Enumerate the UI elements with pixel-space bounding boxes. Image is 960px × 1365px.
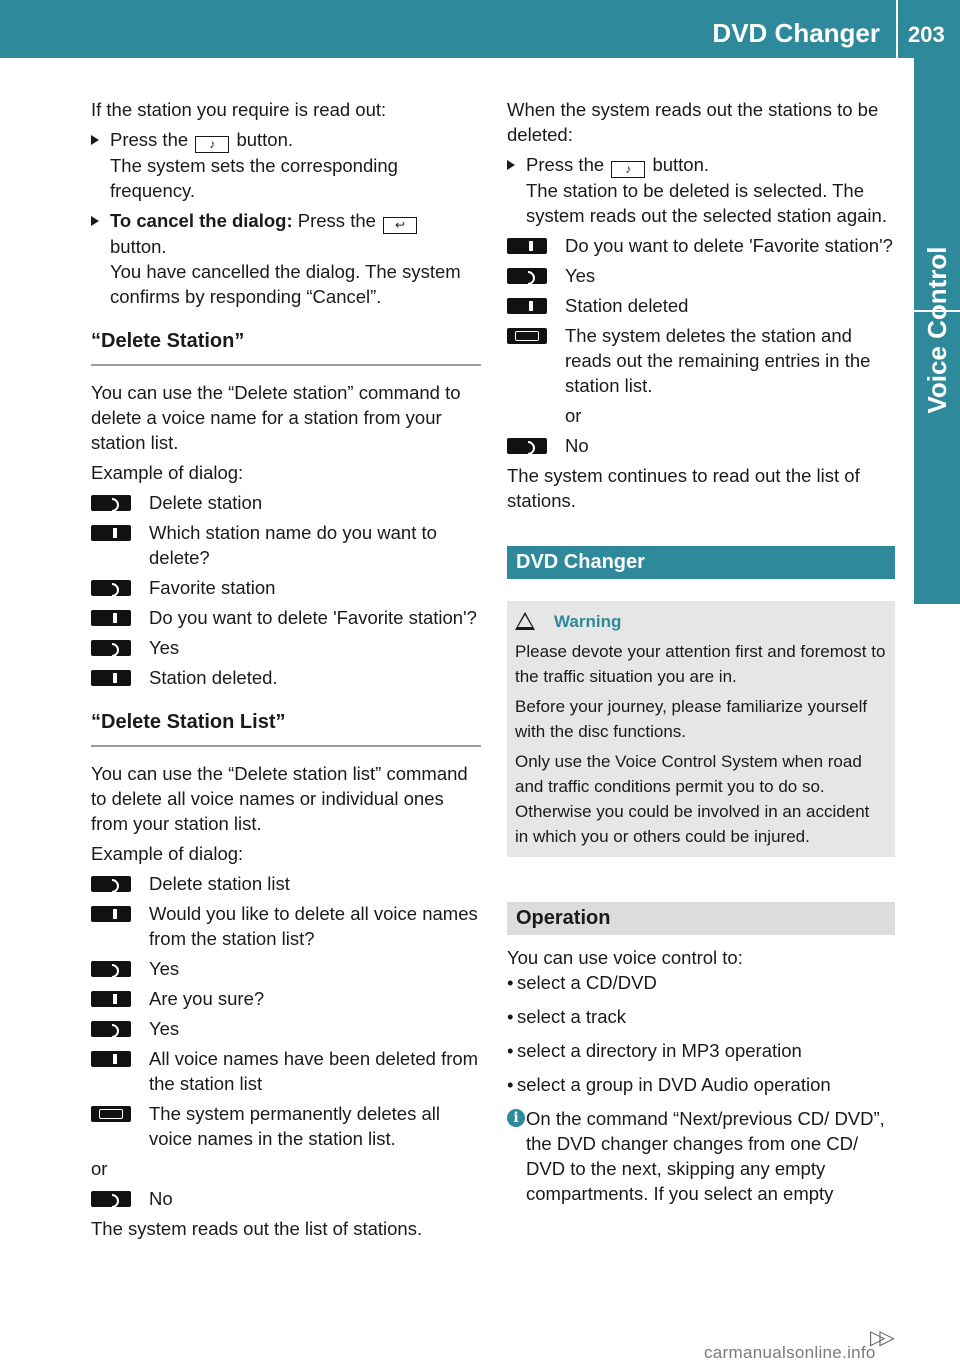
warning-text: Only use the Voice Control System when road and traffic conditions permit you to do so. Otherwise you could be involved in an accident in which you or others could be injured. [515, 752, 870, 846]
system-speaks-icon [507, 298, 547, 314]
example-label: Example of dialog: [91, 462, 244, 483]
dialog-line: Yes [507, 263, 895, 288]
dialog-line: Which station name do you want to delete? [91, 520, 481, 570]
dialog-line: Would you like to delete all voice names from the station list? [91, 901, 481, 951]
step-arrow-icon [91, 216, 99, 226]
dialog-line: No [91, 1186, 481, 1211]
right-column [507, 97, 895, 1206]
instruction-step: Press the ♪ button. The station to be deleted is selected. The system reads out the selected station again. [507, 152, 895, 228]
warning-text: Before your journey, please familiarize yourself with the disc functions. [515, 697, 868, 741]
system-speaks-icon [91, 906, 131, 922]
step-result: You have cancelled the dialog. The system confirms by responding “Cancel”. [110, 261, 461, 307]
step-result: The system sets the corresponding frequency. [110, 155, 398, 201]
system-action-icon [507, 328, 547, 344]
closing-text: The system reads out the list of stations. [91, 1218, 423, 1239]
back-button-icon: ↩ [383, 217, 417, 234]
system-speaks-icon [507, 238, 547, 254]
user-speaks-icon [91, 876, 131, 892]
dialog-line: No [507, 433, 895, 458]
dialog-line: Yes [91, 1016, 481, 1041]
dialog-line: The system permanently deletes all voice names in the station list. [91, 1101, 481, 1151]
watermark: carmanualsonline.info [704, 1343, 876, 1362]
step-arrow-icon [91, 135, 99, 145]
closing-text: The system continues to read out the list of stations. [507, 465, 860, 511]
user-speaks-icon [91, 640, 131, 656]
list-item: • select a CD/DVD [507, 970, 895, 995]
list-item: • select a group in DVD Audio operation [507, 1072, 895, 1097]
or-text: or [565, 405, 582, 426]
user-speaks-icon [507, 268, 547, 284]
user-speaks-icon [91, 1191, 131, 1207]
dialog-line [507, 403, 895, 428]
section-heading: “Delete Station” [91, 329, 481, 366]
info-note: i On the command “Next/previous CD/ DVD”, the DVD changer changes from one CD/ DVD to the next, skipping any empty compartments. If you select an empty [507, 1106, 895, 1206]
instruction-step: To cancel the dialog: Press the ↩ button. You have cancelled the dialog. The system confirms by responding “Cancel”. [91, 208, 481, 309]
dialog-line: Yes [91, 635, 481, 660]
user-speaks-icon [91, 961, 131, 977]
list-item: • select a directory in MP3 operation [507, 1038, 895, 1063]
header-divider [896, 0, 898, 58]
dialog-line: All voice names have been deleted from the station list [91, 1046, 481, 1096]
body-text: You can use the “Delete station list” command to delete all voice names or individual ones from your station list. [91, 763, 468, 834]
intro-text: If the station you require is read out: [91, 99, 387, 120]
system-speaks-icon [91, 525, 131, 541]
talk-button-icon: ♪ [195, 136, 229, 153]
list-item: • select a track [507, 1004, 895, 1029]
dialog-line: Station deleted. [91, 665, 481, 690]
step-result: The station to be deleted is selected. The system reads out the selected station again. [526, 180, 887, 226]
dialog-line: Delete station list [91, 871, 481, 896]
system-speaks-icon [91, 1051, 131, 1067]
user-speaks-icon [507, 438, 547, 454]
dialog-line: Do you want to delete 'Favorite station'? [91, 605, 481, 630]
dialog-line: Are you sure? [91, 986, 481, 1011]
dialog-line: Do you want to delete 'Favorite station'? [507, 233, 895, 258]
system-speaks-icon [91, 670, 131, 686]
warning-box [507, 601, 895, 857]
instruction-step: Press the ♪ button. The system sets the corresponding frequency. [91, 127, 481, 203]
section-heading-operation: Operation [507, 902, 895, 935]
user-speaks-icon [91, 495, 131, 511]
dialog-line: Station deleted [507, 293, 895, 318]
body-text: You can use the “Delete station” command to delete a voice name for a station from your station list. [91, 382, 461, 453]
dialog-line: Favorite station [91, 575, 481, 600]
user-speaks-icon [91, 580, 131, 596]
page-number: 203 [908, 22, 945, 47]
user-speaks-icon [91, 1021, 131, 1037]
warning-title: Warning [515, 609, 887, 634]
chapter-title: DVD Changer [712, 18, 880, 48]
dialog-line: The system deletes the station and reads out the remaining entries in the station list. [507, 323, 895, 398]
system-speaks-icon [91, 991, 131, 1007]
system-action-icon [91, 1106, 131, 1122]
side-tab-label: Voice Control [922, 246, 952, 414]
warning-text: Please devote your attention first and foremost to the traffic situation you are in. [515, 642, 886, 686]
dialog-line: Yes [91, 956, 481, 981]
step-arrow-icon [507, 160, 515, 170]
or-text: or [91, 1158, 108, 1179]
section-heading: “Delete Station List” [91, 710, 481, 747]
left-column [91, 97, 481, 1246]
info-icon: i [507, 1109, 525, 1127]
continue-arrows-icon: ▷▷ [870, 1327, 889, 1349]
example-label: Example of dialog: [91, 843, 244, 864]
warning-triangle-icon [515, 612, 535, 630]
operation-intro: You can use voice control to: [507, 947, 743, 968]
section-heading-dvd-changer: DVD Changer [507, 546, 895, 579]
intro-text: When the system reads out the stations to be deleted: [507, 99, 879, 145]
dialog-line: Delete station [91, 490, 481, 515]
talk-button-icon: ♪ [611, 161, 645, 178]
system-speaks-icon [91, 610, 131, 626]
